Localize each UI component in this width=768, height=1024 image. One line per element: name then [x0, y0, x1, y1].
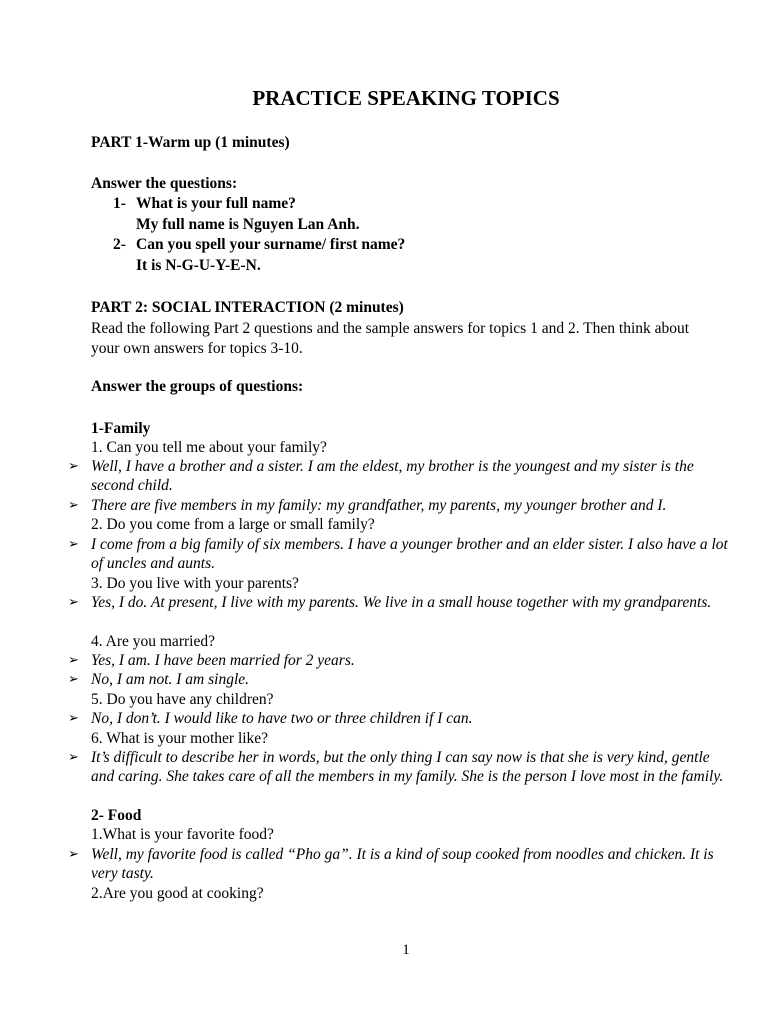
page-number: 1 — [402, 942, 410, 958]
part1-question: What is your full name? — [136, 195, 296, 212]
answer-text: No, I don’t. I would like to have two or three children if I can. — [91, 710, 473, 727]
question: 6. What is your mother like? — [91, 730, 269, 747]
question: 1.What is your favorite food? — [91, 826, 274, 843]
part1-item-number: 2- — [113, 236, 126, 253]
arrow-bullet-icon: ➢ — [68, 653, 79, 668]
page-title: PRACTICE SPEAKING TOPICS — [252, 86, 560, 110]
question: 4. Are you married? — [91, 633, 215, 650]
arrow-bullet-icon: ➢ — [68, 537, 79, 552]
part1-heading: PART 1-Warm up (1 minutes) — [91, 134, 290, 151]
answer-text: No, I am not. I am single. — [91, 671, 250, 688]
arrow-bullet-icon: ➢ — [68, 672, 79, 687]
part1-instruction: Answer the questions: — [91, 175, 238, 192]
section-heading-food: 2- Food — [91, 807, 142, 824]
part2-instruction: Answer the groups of questions: — [91, 378, 304, 395]
part2-intro: your own answers for topics 3-10. — [91, 340, 303, 357]
part1-answer: My full name is Nguyen Lan Anh. — [136, 216, 360, 233]
question: 1. Can you tell me about your family? — [91, 439, 327, 456]
answer-text: Yes, I am. I have been married for 2 years. — [91, 652, 355, 669]
section-heading-family: 1-Family — [91, 420, 151, 437]
arrow-bullet-icon: ➢ — [68, 750, 79, 765]
answer-text: I come from a big family of six members. I have a younger brother and an elder sister. I also have a lot of uncles and aunts. — [91, 536, 728, 572]
arrow-bullet-icon: ➢ — [68, 711, 79, 726]
question: 2. Do you come from a large or small family? — [91, 516, 375, 533]
answer-text: There are five members in my family: my grandfather, my parents, my younger brother and I. — [91, 497, 667, 514]
part1-answer: It is N-G-U-Y-E-N. — [136, 257, 261, 274]
arrow-bullet-icon: ➢ — [68, 847, 79, 862]
part1-item-number: 1- — [113, 195, 126, 212]
part2-intro: Read the following Part 2 questions and the sample answers for topics 1 and 2. Then think about — [91, 320, 690, 337]
answer-text: Yes, I do. At present, I live with my parents. We live in a small house together with my grandparents. — [91, 594, 712, 611]
part1-question: Can you spell your surname/ first name? — [136, 236, 406, 253]
answer-text: Well, my favorite food is called “Pho ga”. It is a kind of soup cooked from noodles and chicken. It is very tasty. — [91, 846, 714, 882]
arrow-bullet-icon: ➢ — [68, 595, 79, 610]
question: 5. Do you have any children? — [91, 691, 274, 708]
answer-text: It’s difficult to describe her in words, but the only thing I can say now is that she is very kind, gentle and caring. She takes care of all the members in my family. She is the person I love most in the family. — [91, 749, 724, 785]
part2-heading: PART 2: SOCIAL INTERACTION (2 minutes) — [91, 299, 404, 316]
answer-text: Well, I have a brother and a sister. I am the eldest, my brother is the youngest and my sister is the second child. — [91, 458, 694, 494]
question: 3. Do you live with your parents? — [91, 575, 299, 592]
arrow-bullet-icon: ➢ — [68, 459, 79, 474]
question: 2.Are you good at cooking? — [91, 885, 264, 902]
arrow-bullet-icon: ➢ — [68, 498, 79, 513]
